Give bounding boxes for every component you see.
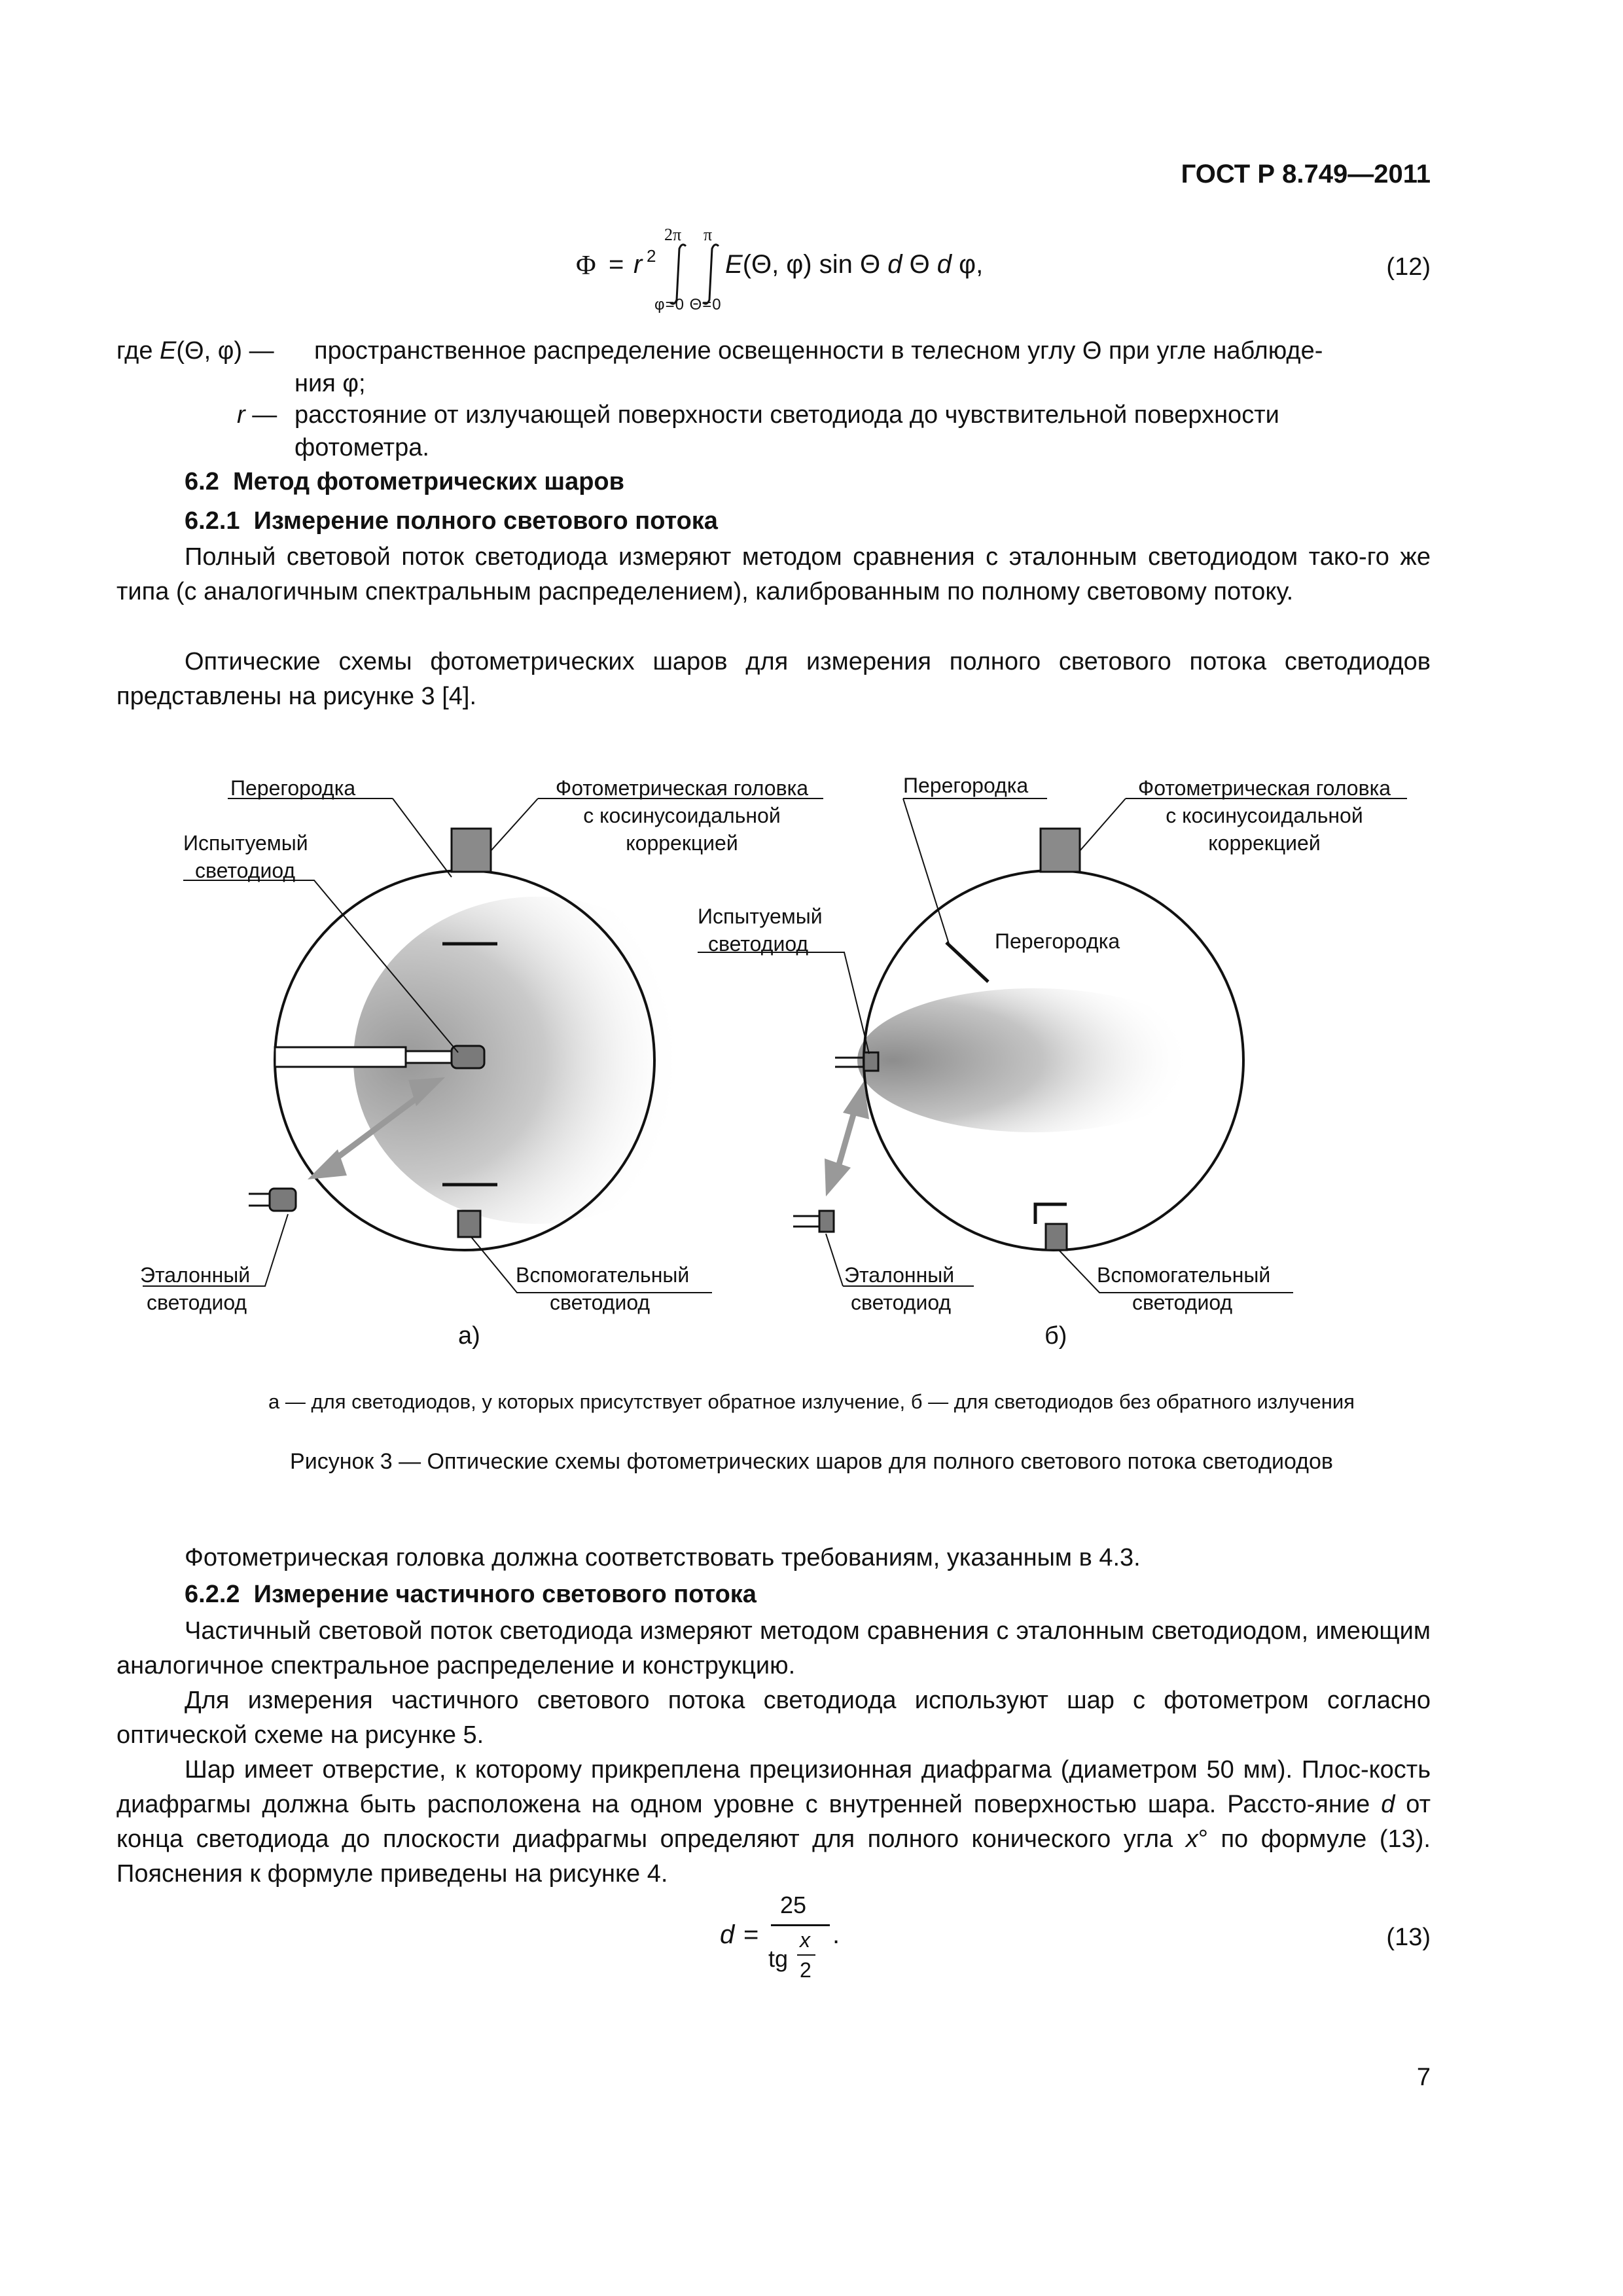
label-reference-b-1: Эталонный: [844, 1263, 955, 1287]
label-photohead-b-1: Фотометрическая головка: [1137, 776, 1391, 800]
leader-partition-a: [393, 798, 452, 877]
formula-12-number: (12): [1386, 253, 1431, 281]
section-6-2-2-heading: [185, 1577, 757, 1612]
formula-12-e: E: [725, 250, 743, 279]
paragraph-4: Частичный световой поток светодиода измеряют методом сравнения с эталонным светодиодом, имеющим аналогичное спектральное распределение и конструкцию.: [116, 1617, 1431, 1679]
label-partition-a: Перегородка: [230, 776, 356, 800]
label-test-led-a-1: Испытуемый: [183, 831, 308, 855]
formula-13-dot: .: [832, 1920, 840, 1949]
caption-a: а): [458, 1322, 480, 1350]
paragraph-6-d: d: [1381, 1791, 1395, 1818]
label-photohead-b-3: коррекцией: [1208, 831, 1321, 855]
formula-12-end: φ,: [952, 250, 984, 279]
formula-12-upper-phi: 2π: [664, 225, 682, 244]
where-e-desc-line1: пространственное распределение освещенности в телесном углу Θ при угле наблюде-: [314, 337, 1323, 365]
where-r: [237, 398, 277, 433]
where-e-args: (Θ, φ) —: [176, 337, 274, 365]
label-photohead-b-2: с косинусоидальной: [1166, 804, 1363, 827]
light-glow-b: [857, 988, 1211, 1132]
caption-b: б): [1044, 1322, 1067, 1350]
holder-a-inner: [406, 1051, 452, 1063]
where-r-dash: —: [252, 401, 277, 429]
sphere-b: [698, 798, 1407, 1293]
section-6-2-1-number: 6.2.1: [185, 507, 240, 535]
formula-13-numerator: 25: [780, 1892, 807, 1918]
formula-13-fraction-bar: [771, 1924, 830, 1926]
formula-13-inner-bar: [797, 1954, 815, 1956]
label-photohead-a-2: с косинусоидальной: [583, 804, 781, 827]
label-auxiliary-b-2: светодиод: [1132, 1291, 1233, 1314]
paragraph-6-part-a: Шар имеет отверстие, к которому прикреплена прецизионная диафрагма (диаметром 50 мм). Плос-кость диафрагмы должна быть расположена на одном уровне с внутренней поверхностью шара. Рассто-яние: [116, 1756, 1431, 1818]
formula-13-number: (13): [1386, 1924, 1431, 1951]
formula-12-lower-limits: φ=0 Θ=0: [654, 296, 722, 314]
label-partition-b-top: Перегородка: [903, 774, 1029, 797]
formula-13-x: x: [800, 1928, 810, 1952]
formula-13-eq: =: [743, 1920, 759, 1949]
leader-photohead-a: [491, 798, 538, 851]
test-led-a: [452, 1046, 484, 1068]
where-r-desc-line1: расстояние от излучающей поверхности светодиода до чувствительной поверхности: [294, 401, 1279, 429]
baffle-b-inner: [946, 942, 988, 982]
label-photohead-a-3: коррекцией: [626, 831, 738, 855]
formula-12: [569, 223, 1027, 327]
formula-12-args: (Θ, φ) sin Θ: [742, 250, 888, 279]
auxiliary-led-b: [1046, 1224, 1067, 1250]
formula-12-upper-theta: π: [704, 225, 713, 244]
figure-3-note: а — для светодиодов, у которых присутствует обратное излучение, б — для светодиодов без обратного излучения: [268, 1390, 1355, 1413]
formula-12-body: [725, 250, 983, 279]
section-6-2-title: Метод фотометрических шаров: [232, 468, 624, 495]
photometric-head-b: [1041, 829, 1080, 872]
section-6-2-heading: [185, 465, 624, 499]
section-6-2-2-number: 6.2.2: [185, 1581, 240, 1608]
section-6-2-2-title: Измерение частичного светового потока: [253, 1581, 757, 1608]
formula-12-d2: d: [936, 250, 952, 279]
label-photohead-a-1: Фотометрическая головка: [555, 776, 809, 800]
figure-3-title: Рисунок 3 — Оптические схемы фотометрических шаров для полного светового потока светодиодов: [290, 1449, 1333, 1474]
section-6-2-number: 6.2: [185, 468, 219, 495]
where-e-symbol: E: [160, 337, 177, 365]
photometric-head-a: [452, 829, 491, 872]
page-number: 7: [1416, 2064, 1431, 2091]
label-test-led-b-2: светодиод: [708, 932, 809, 956]
document-header: ГОСТ Р 8.749—2011: [1181, 160, 1431, 188]
formula-12-d1: d: [887, 250, 902, 279]
paragraph-6-part-c: ° по формуле (13). Пояснения к формуле приведены на рисунке 4.: [116, 1825, 1431, 1888]
label-test-led-b-1: Испытуемый: [698, 905, 823, 928]
label-auxiliary-b-1: Вспомогательный: [1097, 1263, 1271, 1287]
paragraph-3: Фотометрическая головка должна соответствовать требованиям, указанным в 4.3.: [185, 1544, 1141, 1571]
label-auxiliary-a-2: светодиод: [550, 1291, 651, 1314]
formula-12-r: r: [633, 250, 643, 279]
auxiliary-led-a: [458, 1211, 480, 1237]
formula-13-two: 2: [800, 1958, 812, 1982]
leader-reference-b: [826, 1234, 843, 1286]
paragraph-6: [116, 1753, 1431, 1892]
label-test-led-a-2: светодиод: [195, 859, 296, 882]
formula-12-lhs: Φ: [576, 251, 596, 281]
formula-12-eq: =: [609, 250, 624, 279]
where-r-symbol: r: [237, 401, 245, 429]
reference-led-a: [270, 1189, 296, 1211]
paragraph-2: Оптические схемы фотометрических шаров для измерения полного светового потока светодиодов представлены на рисунке 3 [4].: [116, 648, 1431, 710]
section-6-2-1-heading: [185, 504, 718, 539]
leader-photohead-b: [1080, 798, 1126, 851]
where-e-desc-line2: ния φ;: [294, 370, 366, 397]
label-reference-b-2: светодиод: [851, 1291, 952, 1314]
holder-a-outer: [275, 1047, 406, 1067]
formula-13: [720, 1892, 916, 2009]
where-intro: где: [116, 337, 153, 365]
where-r-desc-line2: фотометра.: [294, 434, 429, 461]
paragraph-6-x: x: [1185, 1825, 1198, 1853]
test-led-b: [864, 1052, 878, 1071]
label-auxiliary-a-1: Вспомогательный: [516, 1263, 690, 1287]
formula-13-tg: tg: [768, 1945, 789, 1972]
paragraph-1: Полный световой поток светодиода измеряют методом сравнения с эталонным светодиодом тако-го же типа (с аналогичным спектральным распределением), калиброванным по полному световому потоку.: [116, 543, 1431, 605]
formula-12-mid: Θ: [902, 250, 937, 279]
formula-13-lhs: d: [720, 1920, 735, 1949]
formula-12-square: 2: [647, 246, 656, 266]
leader-test-led-b: [698, 952, 869, 1054]
leader-partition-b: [903, 798, 949, 944]
paragraph-5: Для измерения частичного светового потока светодиода используют шар с фотометром согласно оптической схеме на рисунке 5.: [116, 1687, 1431, 1749]
view-arrow-b-head1: [825, 1158, 851, 1196]
baffle-b-bracket: [1035, 1204, 1067, 1224]
label-reference-a-2: светодиод: [147, 1291, 247, 1314]
label-reference-a-1: Эталонный: [140, 1263, 251, 1287]
where-e: [116, 334, 274, 368]
section-6-2-1-title: Измерение полного светового потока: [253, 507, 718, 535]
label-partition-b-inner: Перегородка: [995, 929, 1120, 953]
figure-3: [0, 733, 1623, 1361]
paragraph-6-part-b: от конца светодиода до плоскости диафрагмы определяют для полного конического угла: [116, 1791, 1431, 1853]
reference-led-b: [819, 1211, 834, 1232]
